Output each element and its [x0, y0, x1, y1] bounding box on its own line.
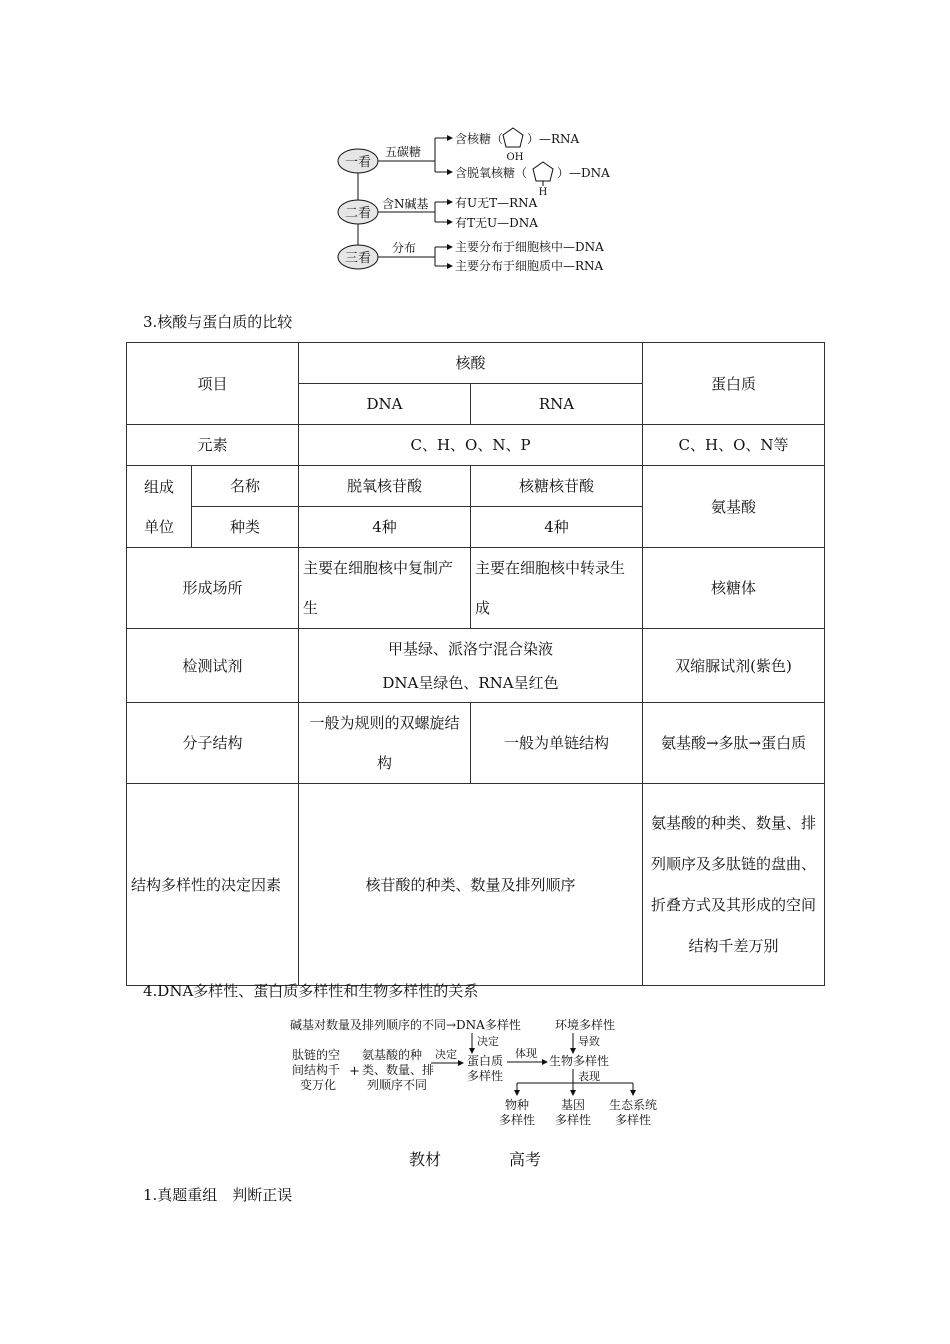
row-structure-label: 分子结构	[127, 703, 299, 784]
row-diversity-label: 结构多样性的决定因素	[127, 784, 299, 986]
diversity-relationship-diagram	[285, 1013, 675, 1133]
dna-diversity-line: 碱基对数量及排列顺序的不同→DNA多样性	[290, 1018, 521, 1032]
row-unit-name-label: 名称	[192, 466, 299, 507]
left1-line2: 间结构千	[292, 1063, 341, 1077]
center-title-exam: 高考	[509, 1150, 542, 1169]
ribose-pentagon-icon	[503, 128, 523, 147]
row-structure-rna: 一般为单链结构	[471, 703, 643, 784]
row-reagent-nucleic	[299, 629, 643, 703]
row-unit-rna-name: 核糖核苷酸	[471, 466, 643, 507]
row-unit-group	[127, 466, 192, 548]
row-place-protein: 核糖体	[643, 548, 825, 629]
row-place-label: 形成场所	[127, 548, 299, 629]
output-base-rna: 有U无T—RNA	[455, 196, 538, 210]
output-dist-rna: 主要分布于细胞质中—RNA	[455, 259, 604, 273]
section-title-diversity: 4.DNA多样性、蛋白质多样性和生物多样性的关系	[143, 982, 479, 1000]
row-element-nucleic: C、H、O、N、P	[299, 425, 643, 466]
embody-label: 体现	[515, 1047, 537, 1060]
left2-line2: 类、数量、排	[362, 1063, 435, 1077]
lead-label: 导致	[578, 1035, 600, 1048]
section-title-comparison: 3.核酸与蛋白质的比较	[143, 313, 293, 331]
output-deoxyribose-suffix: ）—DNA	[557, 166, 610, 180]
decide-label-2: 决定	[435, 1048, 457, 1061]
show-label: 表现	[578, 1070, 600, 1083]
protein-diversity-line1: 蛋白质	[467, 1054, 504, 1068]
row-structure-dna: 一般为规则的双螺旋结构	[299, 703, 471, 784]
row-reagent-label: 检测试剂	[127, 629, 299, 703]
output-base-dna: 有T无U—DNA	[455, 216, 538, 230]
deoxyribose-pentagon-icon	[533, 162, 553, 181]
row-element-label: 元素	[127, 425, 299, 466]
row-reagent-line2: DNA呈绿色、RNA呈红色	[382, 673, 559, 692]
left2-line3: 列顺序不同	[367, 1078, 428, 1092]
decide-label-1: 决定	[477, 1035, 499, 1048]
comparison-table	[126, 342, 825, 986]
edge-label-sugar: 五碳糖	[385, 145, 422, 159]
node-second-label: 二看	[344, 206, 372, 221]
ecosystem-diversity-line2: 多样性	[614, 1113, 652, 1127]
row-reagent-protein: 双缩脲试剂(紫色)	[643, 629, 825, 703]
row-place-rna: 主要在细胞核中转录生成	[471, 548, 643, 629]
row-unit-protein: 氨基酸	[643, 466, 825, 548]
row-unit-kind-label: 种类	[192, 507, 299, 548]
left1-line1: 肽链的空	[292, 1048, 341, 1062]
species-diversity-line2: 多样性	[498, 1113, 536, 1127]
plus-sign: +	[349, 1064, 360, 1079]
row-place-dna: 主要在细胞核中复制产生	[299, 548, 471, 629]
center-title-textbook: 教材	[409, 1150, 442, 1169]
row-reagent-line1: 甲基绿、派洛宁混合染液	[388, 639, 554, 658]
node-third-label: 三看	[344, 251, 372, 266]
header-item: 项目	[127, 343, 299, 425]
edge-label-base: 含N碱基	[382, 197, 429, 211]
row-structure-protein: 氨基酸→多肽→蛋白质	[643, 703, 825, 784]
row-diversity-nucleic: 核苷酸的种类、数量及排列顺序	[299, 784, 643, 986]
header-nucleic-acid: 核酸	[299, 343, 643, 384]
ecosystem-diversity-line1: 生态系统	[608, 1098, 658, 1112]
gene-diversity-line1: 基因	[560, 1098, 586, 1112]
row-diversity-protein: 氨基酸的种类、数量、排列顺序及多肽链的盘曲、折叠方式及其形成的空间结构千差万别	[643, 784, 825, 986]
edge-label-distribution: 分布	[392, 241, 417, 255]
bio-diversity: 生物多样性	[549, 1054, 610, 1068]
ribose-oh-label: OH	[506, 152, 524, 163]
row-element-protein: C、H、O、N等	[643, 425, 825, 466]
output-dist-dna: 主要分布于细胞核中—DNA	[455, 240, 604, 254]
row-unit-group-line1: 组成	[143, 477, 174, 496]
left2-line1: 氨基酸的种	[362, 1048, 423, 1062]
environment-diversity: 环境多样性	[555, 1018, 616, 1032]
output-ribose-suffix: ）—RNA	[527, 132, 580, 146]
left1-line3: 变万化	[300, 1078, 337, 1092]
header-rna: RNA	[471, 384, 643, 425]
gene-diversity-line2: 多样性	[554, 1113, 592, 1127]
row-unit-dna-name: 脱氧核苷酸	[299, 466, 471, 507]
header-protein: 蛋白质	[643, 343, 825, 425]
node-first-label: 一看	[344, 155, 372, 170]
nucleic-acid-identification-diagram	[330, 120, 630, 280]
species-diversity-line1: 物种	[504, 1098, 530, 1112]
protein-diversity-line2: 多样性	[467, 1069, 504, 1083]
row-unit-group-line2: 单位	[143, 517, 174, 536]
section-title-true-false: 1.真题重组 判断正误	[143, 1186, 293, 1204]
header-dna: DNA	[299, 384, 471, 425]
output-deoxyribose-prefix: 含脱氧核糖（	[455, 166, 528, 180]
row-unit-rna-kind: 4种	[471, 507, 643, 548]
output-ribose-prefix: 含核糖（	[455, 132, 504, 146]
row-unit-dna-kind: 4种	[299, 507, 471, 548]
deoxyribose-h-label: H	[538, 187, 548, 198]
